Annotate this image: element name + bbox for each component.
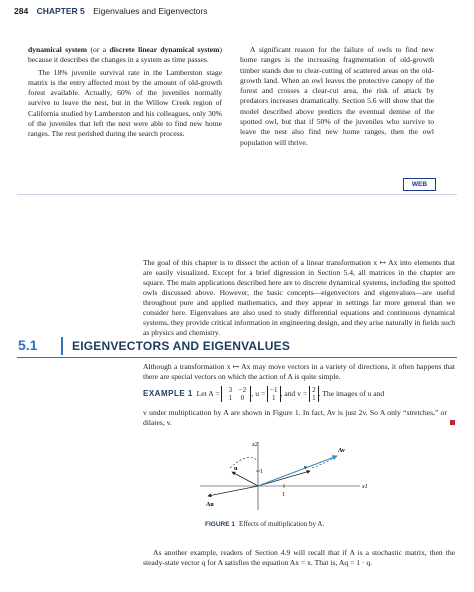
figure-label: FIGURE 1 [205,521,235,528]
left-column [28,45,222,140]
label-v: v [304,465,307,471]
text-span: , u = [251,388,266,398]
matrix-cell: 0 [240,394,245,402]
example-1-line2 [143,408,447,428]
example-label: EXAMPLE 1 [143,388,193,398]
vector-u [267,386,280,402]
x-tick-label: 1 [282,492,285,498]
chapter-intro: The goal of this chapter is to dissect the action of a linear transformation x ↦ Ax into elements that are easily visualized. Except for a brief digression in Section 5.4, all matrices in the chapter are square. The main applications described here are to discrete dynamical systems, including the spotted owls discussed above. However, the basic concepts—eigenvectors and eigenvalues—are useful throughout pure and applied mathematics, and they appear in settings far more general than we consider here. Eigenvalues are also used to study differential equations and continuous dynamical systems, they provide critical information in engineering design, and they arise naturally in fields such as physics and chemistry. [143,258,455,337]
matrix-a [221,386,251,402]
vector-cell: −1 [270,386,278,394]
section-number: 5.1 [18,337,38,353]
text-span: v under multiplication by A are shown in Figure 1. In fact, Av is just 2v. So A only “stretches,” or dilates, v. [143,408,447,427]
term-discrete-linear: discrete linear dynamical system [109,45,220,54]
vector-av-arrow [258,456,337,486]
left-paragraph-2: The 18% juvenile survival rate in the Lamberston stage matrix is the entry affected most by the amount of old-growth forest available. Actually, 60% of the juveniles normally survive to leave the nest, but in the Willow Creek region of California studied by Lamberston and his colleagues, only 30% of the juveniles that left the nest were able to find new home ranges. The rest perished during the search process. [28,67,222,139]
text-span: ) because it describes the changes in a system as time passes. [28,45,222,65]
running-header [14,6,207,16]
figure-caption [205,520,324,528]
divider [17,194,457,195]
label-u: u [234,466,238,472]
axis-x-label: x1 [362,484,368,490]
section-rule [17,357,457,358]
vector-u-arrow [232,472,258,486]
vector-au-arrow [208,486,258,496]
mapping-arc-v [312,458,333,468]
vector-cell: 1 [312,394,316,402]
vector-v [309,386,319,402]
figure-caption-text: Effects of multiplication by A. [238,520,325,528]
label-au: Au [206,502,214,508]
text-span: Let A = [196,388,220,398]
example-1 [143,386,455,402]
vector-cell: 2 [312,386,316,394]
right-column [240,45,434,148]
figure-1-diagram [200,440,370,516]
matrix-cell: 1 [228,394,233,402]
section-bar [61,337,63,355]
term-dynamical-system: dynamical system [28,45,88,54]
text-span: . The images of u and [318,388,385,398]
chapter-title: Eigenvalues and Eigenvectors [93,6,208,16]
section-title: EIGENVECTORS AND EIGENVALUES [72,339,291,353]
body-paragraph-last: As another example, readers of Section 4.9 will recall that if A is a stochastic matrix, then the steady-state vector q for A satisfies the equation Ax = x. That is, Aq = 1 · q. [143,548,455,567]
right-paragraph-1: A significant reason for the failure of owls to find new home ranges is the increasing fragmentation of old-growth timber stands due to clear-cutting of scattered areas on the old-growth land. When an owl leaves the protective canopy of the forest and crosses a clear-cut area, the risk of attack by predators increases dramatically. Section 5.6 will show that the model described above predicts the eventual demise of the spotted owl, but that if 50% of the juveniles who survive to leave the nest also find new home ranges, then the owl population will thrive. [240,45,434,147]
matrix-cell: 3 [228,386,233,394]
body-paragraph-1: Although a transformation x ↦ Ax may move vectors in a variety of directions, it often happens that there are special vectors on which the action of A is quite simple. [143,362,455,381]
vector-v-arrow [258,471,310,486]
web-badge[interactable]: WEB [403,178,436,191]
end-of-example-marker [450,420,455,425]
chapter-label: CHAPTER 5 [36,6,85,16]
page-number: 284 [14,6,29,16]
axis-y-label: x2 [252,442,258,448]
vector-cell: 1 [272,394,276,402]
text-span: (or a [87,45,110,54]
y-tick-label: 1 [260,469,263,475]
matrix-cell: −2 [238,386,247,394]
label-av: Av [338,448,345,454]
text-span: , and v = [280,388,308,398]
left-paragraph-1 [28,45,222,66]
